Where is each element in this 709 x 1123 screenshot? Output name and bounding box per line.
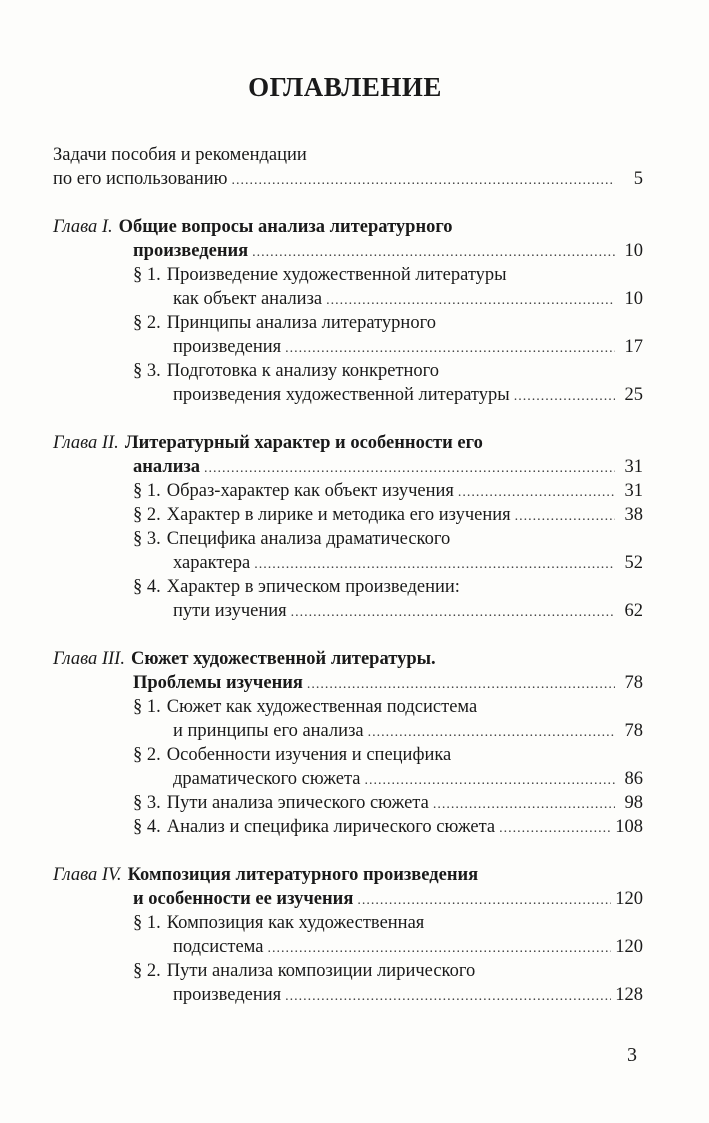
section-title: Анализ и специфика лирического сюжета bbox=[166, 817, 496, 837]
chapter-label: Глава II. bbox=[53, 433, 119, 453]
toc-entry-text: Задачи пособия и рекомендации bbox=[53, 145, 307, 165]
toc-section-cont[interactable] bbox=[53, 551, 643, 575]
section-title: Подготовка к анализу конкретного bbox=[166, 361, 440, 381]
leader-dots bbox=[254, 553, 615, 577]
toc-section[interactable] bbox=[53, 743, 643, 767]
chapter-title: Общие вопросы анализа литературного bbox=[118, 217, 453, 237]
toc-page-number: 5 bbox=[633, 169, 643, 189]
section-mark: § 3. bbox=[133, 529, 161, 549]
section-mark: § 1. bbox=[133, 913, 161, 933]
leader-dots bbox=[357, 889, 611, 913]
table-of-contents bbox=[53, 143, 643, 1007]
page-title: ОГЛАВЛЕНИЕ bbox=[248, 72, 442, 102]
section-title: пути изучения bbox=[173, 601, 287, 621]
section-mark: § 4. bbox=[133, 817, 161, 837]
leader-dots bbox=[307, 673, 615, 697]
toc-section-cont[interactable] bbox=[53, 983, 643, 1007]
toc-section[interactable] bbox=[53, 575, 643, 599]
toc-section[interactable] bbox=[53, 263, 643, 287]
toc-page-number: 78 bbox=[624, 721, 643, 741]
leader-dots bbox=[291, 601, 615, 625]
section-mark: § 1. bbox=[133, 265, 161, 285]
leader-dots bbox=[252, 241, 615, 265]
toc-section[interactable] bbox=[53, 311, 643, 335]
chapter-title: Сюжет художественной литературы. bbox=[130, 649, 436, 669]
leader-dots bbox=[499, 817, 611, 841]
toc-chapter-4[interactable] bbox=[53, 863, 643, 887]
toc-entry-text: по его использованию bbox=[53, 169, 228, 189]
toc-page-number: 98 bbox=[624, 793, 643, 813]
page-number: 3 bbox=[627, 1044, 637, 1066]
leader-dots bbox=[365, 769, 615, 793]
toc-page-number: 120 bbox=[615, 889, 643, 909]
toc-section[interactable] bbox=[53, 791, 643, 815]
leader-dots bbox=[231, 169, 615, 193]
section-mark: § 1. bbox=[133, 481, 161, 501]
toc-chapter-1[interactable] bbox=[53, 215, 643, 239]
section-title: Характер в лирике и методика его изучения bbox=[166, 505, 511, 525]
section-title: произведения художественной литературы bbox=[173, 385, 510, 405]
toc-page-number: 10 bbox=[624, 289, 643, 309]
toc-chapter-2[interactable] bbox=[53, 431, 643, 455]
section-title: произведения bbox=[173, 985, 282, 1005]
leader-dots bbox=[326, 289, 615, 313]
toc-page-number: 52 bbox=[624, 553, 643, 573]
section-title: Пути анализа эпического сюжета bbox=[166, 793, 429, 813]
section-mark: § 2. bbox=[133, 505, 161, 525]
toc-chapter-3[interactable] bbox=[53, 647, 643, 671]
section-mark: § 2. bbox=[133, 745, 161, 765]
section-mark: § 2. bbox=[133, 313, 161, 333]
toc-page-number: 17 bbox=[624, 337, 643, 357]
section-mark: § 1. bbox=[133, 697, 161, 717]
toc-section[interactable] bbox=[53, 959, 643, 983]
chapter-title: Проблемы изучения bbox=[133, 673, 303, 693]
leader-dots bbox=[267, 937, 611, 961]
toc-page-number: 10 bbox=[624, 241, 643, 261]
section-mark: § 2. bbox=[133, 961, 161, 981]
toc-section-cont[interactable] bbox=[53, 335, 643, 359]
chapter-title: Композиция литературного произведения bbox=[127, 865, 479, 885]
section-title: Композиция как художественная bbox=[166, 913, 425, 933]
toc-section[interactable] bbox=[53, 815, 643, 839]
leader-dots bbox=[204, 457, 615, 481]
section-title: подсистема bbox=[173, 937, 264, 957]
section-title: Пути анализа композиции лирического bbox=[166, 961, 476, 981]
toc-page-number: 38 bbox=[624, 505, 643, 525]
leader-dots bbox=[433, 793, 615, 817]
toc-section[interactable] bbox=[53, 695, 643, 719]
toc-section-cont[interactable] bbox=[53, 599, 643, 623]
section-title: Характер в эпическом произведении: bbox=[166, 577, 460, 597]
section-title: как объект анализа bbox=[173, 289, 323, 309]
toc-section[interactable] bbox=[53, 479, 643, 503]
leader-dots bbox=[515, 505, 615, 529]
toc-page-number: 31 bbox=[624, 481, 643, 501]
toc-section-cont[interactable] bbox=[53, 383, 643, 407]
section-mark: § 3. bbox=[133, 361, 161, 381]
leader-dots bbox=[514, 385, 615, 409]
section-title: Сюжет как художественная подсистема bbox=[166, 697, 478, 717]
toc-page-number: 25 bbox=[624, 385, 643, 405]
chapter-label: Глава III. bbox=[53, 649, 125, 669]
toc-chapter-1-cont[interactable] bbox=[53, 239, 643, 263]
toc-section-cont[interactable] bbox=[53, 935, 643, 959]
chapter-title: анализа bbox=[133, 457, 201, 477]
leader-dots bbox=[285, 985, 611, 1009]
toc-page-number: 78 bbox=[624, 673, 643, 693]
section-title: Принципы анализа литературного bbox=[166, 313, 436, 333]
section-title: драматического сюжета bbox=[173, 769, 361, 789]
toc-page-number: 108 bbox=[615, 817, 643, 837]
toc-section-cont[interactable] bbox=[53, 719, 643, 743]
toc-chapter-3-cont[interactable] bbox=[53, 671, 643, 695]
section-title: Специфика анализа драматического bbox=[166, 529, 451, 549]
section-title: Особенности изучения и специфика bbox=[166, 745, 452, 765]
toc-section[interactable] bbox=[53, 503, 643, 527]
leader-dots bbox=[368, 721, 615, 745]
section-mark: § 3. bbox=[133, 793, 161, 813]
chapter-title: Литературный характер и особенности его bbox=[124, 433, 483, 453]
toc-page-number: 120 bbox=[615, 937, 643, 957]
toc-section[interactable] bbox=[53, 527, 643, 551]
toc-section[interactable] bbox=[53, 359, 643, 383]
toc-section-cont[interactable] bbox=[53, 767, 643, 791]
leader-dots bbox=[458, 481, 615, 505]
toc-chapter-4-cont[interactable] bbox=[53, 887, 643, 911]
section-title: характера bbox=[173, 553, 251, 573]
toc-page-number: 128 bbox=[615, 985, 643, 1005]
toc-section-cont[interactable] bbox=[53, 287, 643, 311]
section-title: и принципы его анализа bbox=[173, 721, 364, 741]
section-mark: § 4. bbox=[133, 577, 161, 597]
toc-page-number: 86 bbox=[624, 769, 643, 789]
toc-page-number: 62 bbox=[624, 601, 643, 621]
section-title: Произведение художественной литературы bbox=[166, 265, 507, 285]
toc-entry-intro-cont[interactable] bbox=[53, 167, 643, 191]
chapter-label: Глава I. bbox=[53, 217, 113, 237]
chapter-title: и особенности ее изучения bbox=[133, 889, 354, 909]
toc-page-number: 31 bbox=[624, 457, 643, 477]
toc-chapter-2-cont[interactable] bbox=[53, 455, 643, 479]
chapter-title: произведения bbox=[133, 241, 249, 261]
section-title: Образ-характер как объект изучения bbox=[166, 481, 454, 501]
leader-dots bbox=[285, 337, 615, 361]
toc-section[interactable] bbox=[53, 911, 643, 935]
section-title: произведения bbox=[173, 337, 282, 357]
toc-entry-intro[interactable] bbox=[53, 143, 643, 167]
chapter-label: Глава IV. bbox=[53, 865, 122, 885]
